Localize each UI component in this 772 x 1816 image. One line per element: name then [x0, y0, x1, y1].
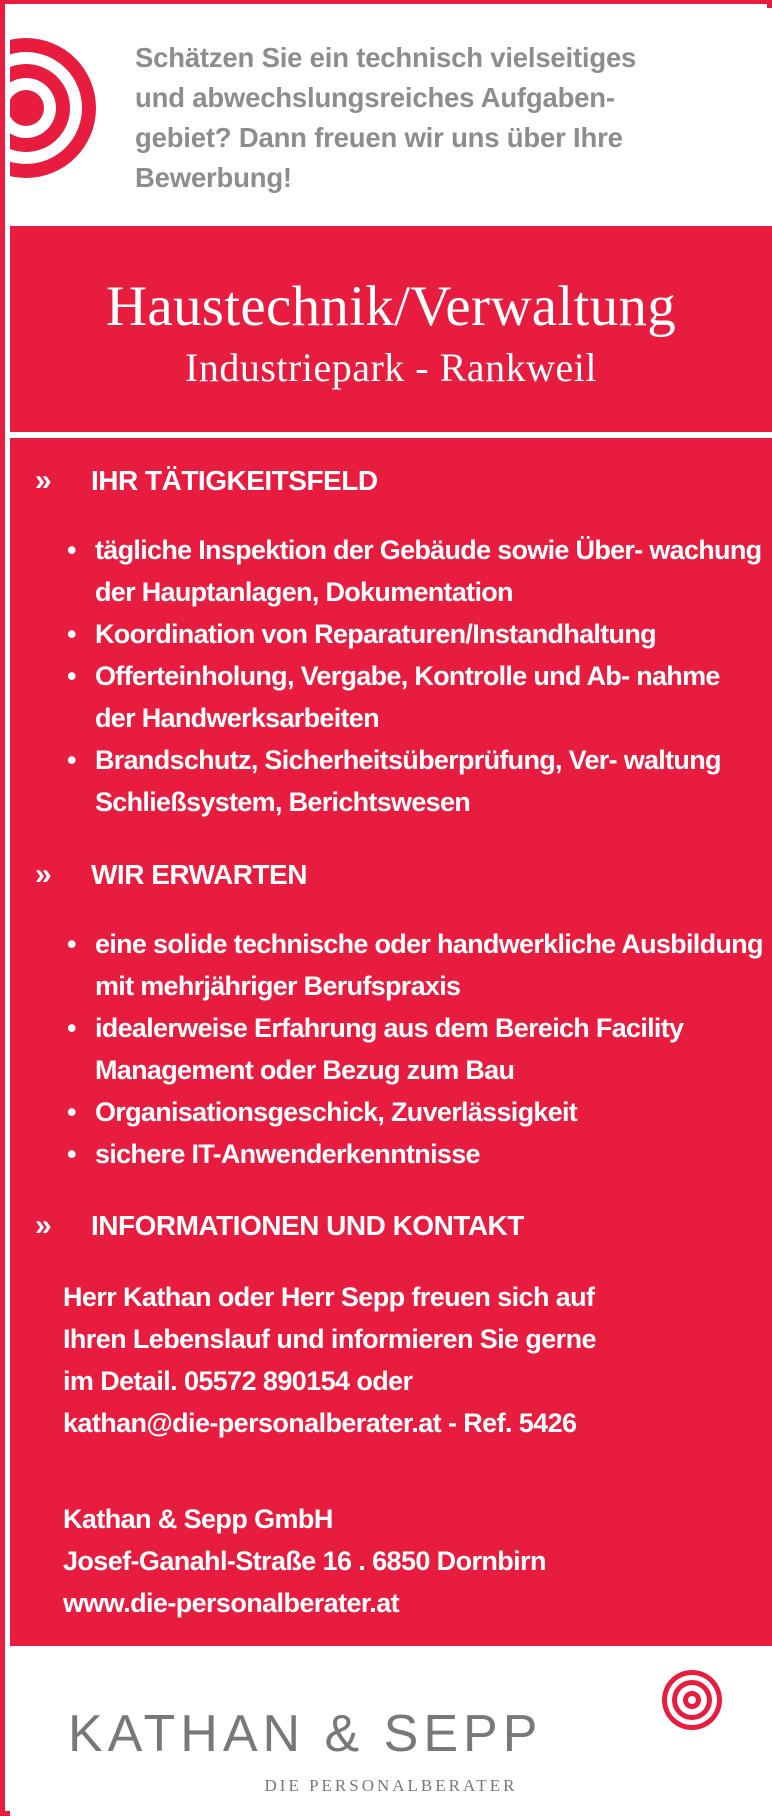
intro-line: Bewerbung!: [135, 162, 292, 193]
list-item: • sichere IT-Anwenderkenntnisse: [65, 1133, 765, 1175]
double-chevron-icon: »: [35, 1209, 52, 1242]
section-heading-label: IHR TÄTIGKEITSFELD: [91, 465, 378, 496]
double-chevron-icon: »: [35, 858, 52, 891]
target-rings-icon: [660, 1668, 724, 1732]
website-link[interactable]: www.die-personalberater.at: [63, 1588, 400, 1618]
company-name: Kathan & Sepp GmbH: [63, 1504, 333, 1534]
intro-line: und abwechslungsreiches Aufgaben-: [135, 82, 615, 113]
section-heading-duties: [35, 464, 378, 498]
contact-line: im Detail. 05572 890154 oder: [63, 1366, 413, 1396]
double-chevron-icon: »: [35, 464, 52, 497]
brand-logo: KATHAN & SEPP: [68, 1705, 543, 1763]
content-panel: [10, 226, 772, 1646]
street-address: Josef-Ganahl-Straße 16 . 6850 Dornbirn: [63, 1546, 546, 1576]
list-item: • eine solide technische oder handwerkliche Ausbildung mit mehrjähriger Berufspraxis: [65, 923, 765, 1007]
intro-text: [135, 38, 745, 198]
footer-logo-panel: [10, 1646, 772, 1816]
section-heading-label: INFORMATIONEN UND KONTAKT: [91, 1210, 524, 1241]
duties-list: [65, 529, 765, 823]
divider: [10, 432, 772, 438]
target-rings-icon: [10, 34, 100, 182]
section-heading-contact: [35, 1209, 524, 1243]
list-item: • tägliche Inspektion der Gebäude sowie Über- wachung der Hauptanlagen, Dokumentation: [65, 529, 765, 613]
contact-line: Ihren Lebenslauf und informieren Sie gerne: [63, 1324, 596, 1354]
section-heading-expect: [35, 858, 307, 892]
job-title: Haustechnik/Verwaltung: [105, 275, 677, 338]
contact-text: [63, 1276, 763, 1444]
list-item: • idealerweise Erfahrung aus dem Bereich Facility Management oder Bezug zum Bau: [65, 1007, 765, 1091]
list-item: • Brandschutz, Sicherheitsüberprüfung, Ver- waltung Schließsystem, Berichtswesen: [65, 739, 765, 823]
list-item: • Offerteinholung, Vergabe, Kontrolle und Ab- nahme der Handwerksarbeiten: [65, 655, 765, 739]
job-location: Industriepark - Rankweil: [185, 345, 597, 390]
expect-list: [65, 923, 765, 1175]
contact-line: kathan@die-personalberater.at - Ref. 5426: [63, 1408, 577, 1438]
list-item: • Organisationsgeschick, Zuverlässigkeit: [65, 1091, 765, 1133]
intro-panel: [10, 8, 772, 226]
contact-line: Herr Kathan oder Herr Sepp freuen sich auf: [63, 1282, 595, 1312]
intro-line: Schätzen Sie ein technisch vielseitiges: [135, 42, 637, 73]
list-item: • Koordination von Reparaturen/Instandhaltung: [65, 613, 765, 655]
intro-line: gebiet? Dann freuen wir uns über Ihre: [135, 122, 623, 153]
brand-tagline: DIE PERSONALBERATER: [264, 1776, 518, 1795]
company-address: [63, 1498, 763, 1624]
section-heading-label: WIR ERWARTEN: [91, 859, 307, 890]
